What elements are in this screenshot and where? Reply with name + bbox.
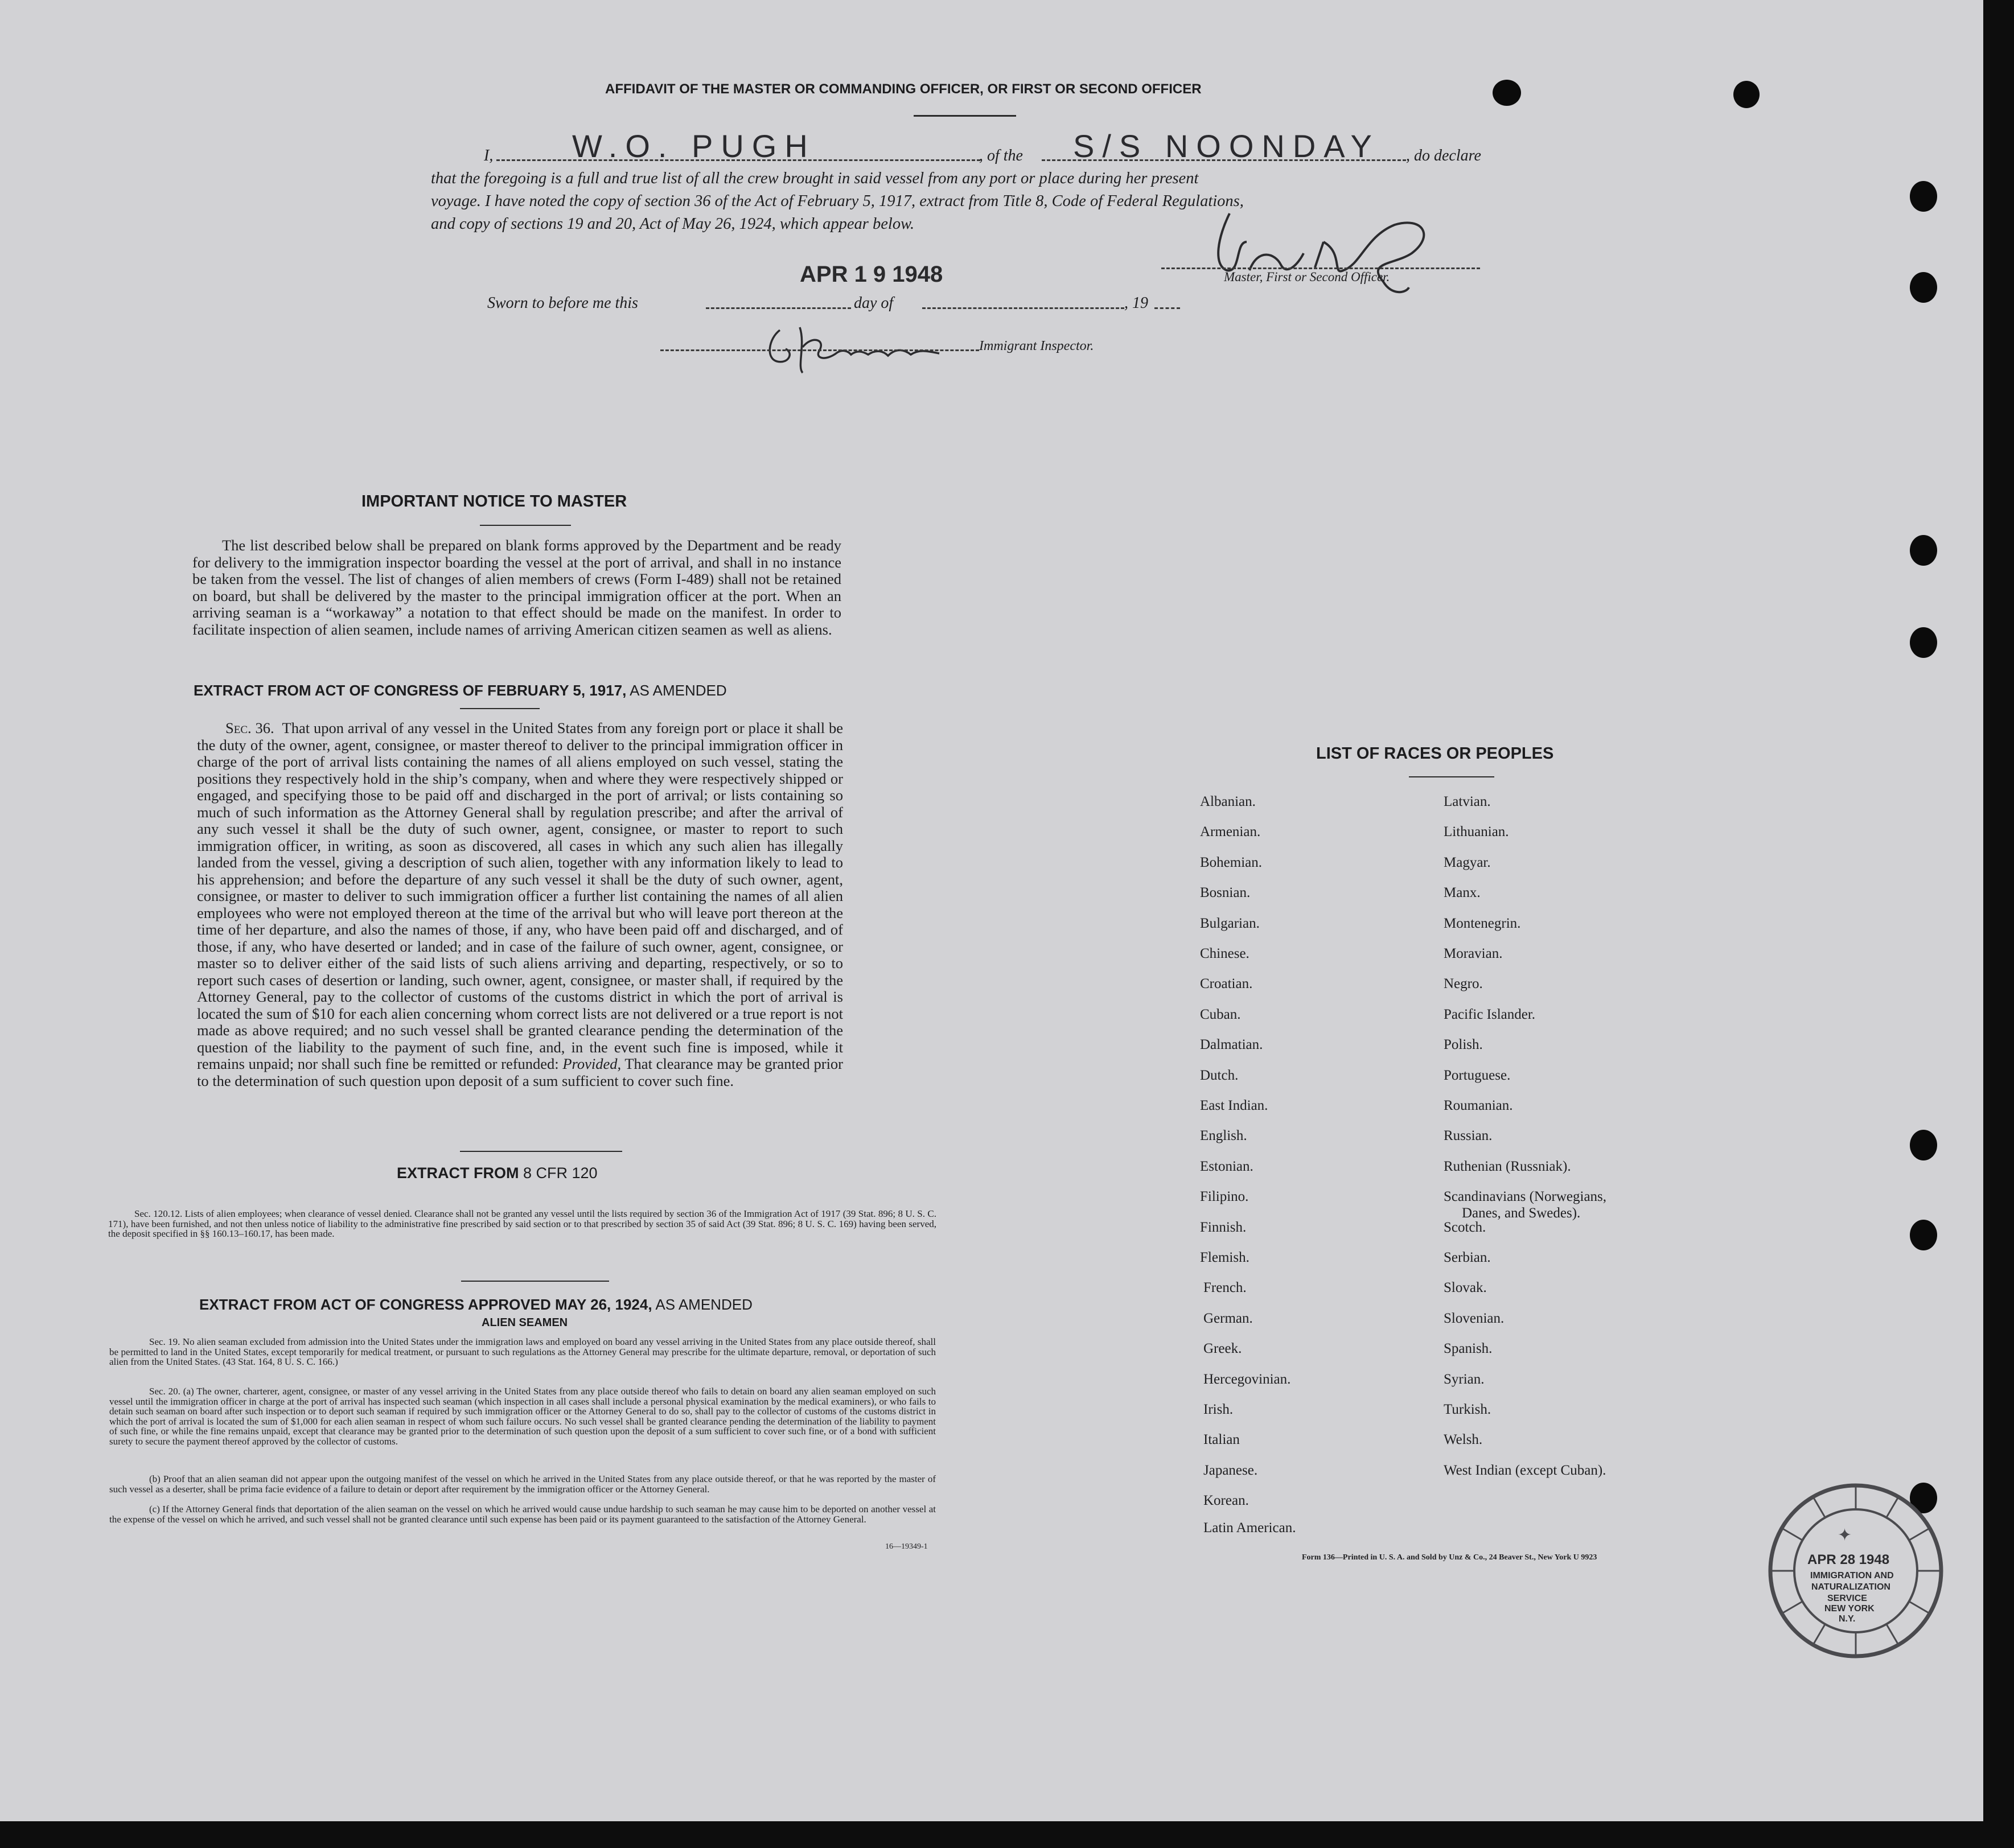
race-left-item: Filipino. [1200, 1189, 1249, 1205]
race-left-item: Irish. [1203, 1402, 1234, 1417]
provided-label: Provided, [562, 1055, 622, 1072]
race-left-item: Italian [1203, 1432, 1240, 1448]
race-left-item: Bosnian. [1200, 885, 1251, 901]
race-right-item: Pacific Islander. [1444, 1006, 1536, 1022]
extract-1917-title-bold: EXTRACT FROM ACT OF CONGRESS OF FEBRUARY 5, 1917, [194, 682, 627, 699]
notice-title: IMPORTANT NOTICE TO MASTER [361, 492, 627, 511]
extract-1917-title [194, 682, 727, 699]
race-right-item: Scotch. [1444, 1219, 1486, 1235]
extract-cfr-title-bold: EXTRACT FROM [397, 1164, 519, 1182]
form-number: 16—19349-1 [885, 1542, 928, 1551]
punch-hole-4 [1910, 272, 1937, 303]
race-right-item: Roumanian. [1444, 1098, 1513, 1113]
punch-hole-5 [1910, 535, 1937, 566]
punch-hole-8 [1910, 1220, 1937, 1250]
alien-seamen-subtitle: ALIEN SEAMEN [482, 1316, 568, 1329]
race-right-item: Manx. [1444, 885, 1481, 901]
race-right-item: Russian. [1444, 1128, 1493, 1144]
race-left-item: Estonian. [1200, 1158, 1253, 1174]
notice-title-rule [480, 525, 571, 526]
do-declare-label: , do declare [1406, 147, 1481, 164]
race-left-item: Bohemian. [1200, 854, 1263, 870]
stamp-line-1: IMMIGRATION AND [1810, 1571, 1894, 1581]
races-title-rule [1409, 776, 1494, 777]
notice-text: The list described below shall be prepared on blank forms approved by the Department and be ready for delivery to the immigration inspector boarding the vessel at the port of arrival, and shall in no instance be taken from the vessel. The list of changes of alien members of crews (Form I-489) shall not be retained on board, but shall be delivered by the master to the principal immigration officer at the port. When an arriving seaman is a “workaway” a notation to that effect should be made on the manifest. In order to facilitate inspection of alien seamen, include names of arriving American citizen seamen as well as aliens. [192, 537, 841, 638]
race-left-item: Finnish. [1200, 1219, 1247, 1235]
race-left-item: Japanese. [1203, 1462, 1258, 1478]
race-left-item: French. [1203, 1280, 1247, 1296]
race-right-item: Welsh. [1444, 1432, 1483, 1448]
affidavit-line-2: that the foregoing is a full and true list of all the crew brought in said vessel from any port or place during her present [431, 170, 1199, 187]
race-right-item: Spanish. [1444, 1341, 1493, 1357]
race-left-item: Greek. [1203, 1341, 1242, 1357]
inspector-line [660, 349, 979, 351]
affidavit-line-4: and copy of sections 19 and 20, Act of May 26, 1924, which appear below. [431, 215, 915, 233]
race-left-item: Armenian. [1200, 824, 1261, 840]
stamp-line-2: NATURALIZATION [1811, 1582, 1890, 1592]
extract-1917-title-rest: AS AMENDED [626, 682, 727, 699]
race-right-item: Magyar. [1444, 854, 1491, 870]
race-left-item: Cuban. [1200, 1006, 1241, 1022]
race-left-item: Flemish. [1200, 1250, 1249, 1265]
of-the-label: , of the [979, 147, 1023, 164]
race-left-item: German. [1203, 1310, 1253, 1326]
stamp-line-3: SERVICE [1827, 1594, 1867, 1603]
race-left-item: Hercegovinian. [1203, 1371, 1291, 1387]
section-20a-text: Sec. 20. (a) The owner, charterer, agent, consignee, or master of any vessel arriving in the United States from any place outside thereof who fails to detain on board any alien seaman employed on such vessel until the immigration officer in charge at the port of arrival has inspected such seaman (which inspection in all cases shall include a personal physical examination by the medical examiners), or who fails to detain such seaman on board after such inspection or to deport such seaman if required by such immigration officer or the Attorney General to do so, shall pay to the collector of customs of the customs district in which the port of arrival is located the sum of $1,000 for each alien seaman in respect of whom such failure occurs. No such vessel shall be granted clearance pending the determination of the liability to payment of such fine, or while the fine remains unpaid, except that clearance may be granted prior to the determination of such question upon the deposit of a sum sufficient to cover such fine, or of a bond with sufficient surety to secure the payment thereof approved by the collector of customs. [109, 1386, 936, 1447]
race-right-item: Latvian. [1444, 794, 1491, 809]
vessel-name-handwritten: S/S NOONDAY [1073, 128, 1380, 164]
sworn-month-line [922, 307, 1124, 309]
race-right-item: Polish. [1444, 1037, 1483, 1053]
extract-cfr-text: Sec. 120.12. Lists of alien employees; when clearance of vessel denied. Clearance shall not be granted any vessel until the lists required by section 36 of the Immigration Act of 1917 (39 Stat. 896; 8 U. S. C. 171), have been furnished, and not then unless notice of liability to the administrative fine prescribed by said section or to that prescribed by section 35 of said Act (39 Stat. 896; 8 U. S. C. 169) having been served, the deposit specified in §§ 160.13–160.17, has been made. [108, 1208, 936, 1239]
race-left-item: Latin American. [1203, 1520, 1296, 1536]
race-right-item: Portuguese. [1444, 1067, 1511, 1083]
race-right-item: Montenegrin. [1444, 915, 1521, 931]
race-left-item: Croatian. [1200, 976, 1253, 992]
signature-line [1161, 267, 1480, 269]
race-right-item: Ruthenian (Russniak). [1444, 1158, 1571, 1174]
master-signature [1195, 202, 1469, 304]
races-title: LIST OF RACES OR PEOPLES [1316, 744, 1554, 763]
stamp-line-4: NEW YORK [1824, 1604, 1875, 1614]
extract-1924-title-bold: EXTRACT FROM ACT OF CONGRESS APPROVED MAY 26, 1924, [199, 1296, 652, 1313]
sworn-label: Sworn to before me this [487, 294, 638, 312]
cfr-top-rule [460, 1151, 622, 1152]
race-left-item: Korean. [1203, 1493, 1249, 1509]
punch-hole-3 [1910, 181, 1937, 212]
race-left-item: Dalmatian. [1200, 1037, 1263, 1053]
section-19-text: Sec. 19. No alien seaman excluded from admission into the United States under the immigration laws and employed on board any vessel arriving in the United States from any place outside thereof, shall be permitted to land in the United States, except temporarily for medical treatment, or pursuant to such regulations as the Attorney General may prescribe for the ultimate departure, removal, or deportation of such alien from the United States. (43 Stat. 164, 8 U. S. C. 166.) [109, 1336, 936, 1367]
extract-1917-title-rule [460, 708, 540, 709]
race-right-item: West Indian (except Cuban). [1444, 1462, 1606, 1478]
affidavit-line-3: voyage. I have noted the copy of section 36 of the Act of February 5, 1917, extract from Title 8, Code of Federal Regulations, [431, 192, 1244, 210]
section-36-text: That upon arrival of any vessel in the United States from any foreign port or place it shall be the duty of the owner, agent, consignee, or master thereof to deliver to the principal immigration officer in charge of the port of arrival lists containing the names of all aliens employed on such vessel, stating the positions they respectively hold in the ship’s company, when and where they were respectively shipped or engaged, and specifying those to be paid off and discharged in the port of arrival; or lists containing so much of such information as the Attorney General shall by regulation prescribe; and after the arrival of any such vessel it shall be the duty of such owner, agent, consignee, or master to report to such immigration officer, in writing, as soon as discovered, all cases in which any such alien has illegally landed from the vessel, giving a description of such alien, together with any information likely to lead to his apprehension; and before the departure of any such vessel it shall be the duty of such owner, agent, consignee, or master to deliver to such immigration officer a further list containing the names of all alien employees who were not employed thereon at the time of the arrival but who will leave port thereon at the time of her departure, and also the names of those, if any, who have been paid off and discharged, and of those, if any, who have deserted or landed; and in case of the failure of such owner, agent, consignee, or master so to deliver either of the said lists of such aliens arriving and departing, respectively, or so to report such cases of desertion or landing, such owner, agent, consignee, or master shall, if required by the Attorney General, pay to the collector of customs of the customs district in which the port of arrival is located the sum of $10 for each alien concerning whom correct lists are not delivered or a true report is not made as above required; and no such vessel shall be granted clearance pending the determination of the question of the liability to the payment of such fine, and, in the event such fine is imposed, while it remains unpaid; nor shall such fine be remitted or refunded: [197, 719, 843, 1072]
stamp-eagle-icon: ✦ [1838, 1526, 1852, 1545]
affidavit-i-label: I, [484, 147, 494, 164]
race-left-item: Dutch. [1200, 1067, 1239, 1083]
punch-hole-6 [1910, 627, 1937, 658]
punch-hole-1 [1493, 80, 1521, 106]
race-left-item: Chinese. [1200, 946, 1249, 961]
race-left-item: English. [1200, 1128, 1247, 1144]
extract-1924-top-rule [461, 1281, 609, 1282]
race-right-item: Lithuanian. [1444, 824, 1509, 840]
extract-cfr-title-rest: 8 CFR 120 [519, 1164, 598, 1182]
section-36-label: Sec. 36. [225, 719, 274, 736]
stamp-date: APR 28 1948 [1807, 1552, 1890, 1567]
sworn-year-line [1154, 307, 1180, 309]
race-right-item: Slovak. [1444, 1280, 1487, 1296]
date-stamp: APR 1 9 1948 [800, 262, 943, 287]
sworn-day-line [706, 307, 851, 309]
race-right-item: Serbian. [1444, 1250, 1491, 1265]
race-right-item: Negro. [1444, 976, 1483, 992]
affidavit-title-rule [914, 115, 1016, 117]
inspector-caption: Immigrant Inspector. [979, 339, 1094, 353]
inspector-signature [757, 316, 962, 378]
section-20b-text: (b) Proof that an alien seaman did not appear upon the outgoing manifest of the vessel on which he arrived in the United States from any place outside thereof, or that he was reported by the master of such vessel as a deserter, shall be prima facie evidence of a failure to detain or deport after requirement by the immigration officer or the Attorney General. [109, 1474, 936, 1495]
race-left-item: Albanian. [1200, 794, 1256, 809]
race-right-item: Scandinavians (Norwegians, [1444, 1189, 1607, 1205]
extract-1924-title-rest: AS AMENDED [652, 1296, 753, 1313]
extract-1917-text [197, 720, 843, 1089]
race-left-item: Bulgarian. [1200, 915, 1260, 931]
affidavit-title: AFFIDAVIT OF THE MASTER OR COMMANDING OFFICER, OR FIRST OR SECOND OFFICER [605, 81, 1202, 97]
year-label: , 19 [1124, 294, 1148, 312]
punch-hole-2 [1733, 81, 1760, 108]
printer-footer: Form 136—Printed in U. S. A. and Sold by Unz & Co., 24 Beaver St., New York U 9923 [1302, 1553, 1597, 1562]
stamp-line-5: N.Y. [1839, 1614, 1856, 1624]
section-20c-text: (c) If the Attorney General finds that deportation of the alien seaman on the vessel on which he arrived would cause undue hardship to such seaman he may cause him to be deported on another vessel at the expense of the vessel on which he arrived, and such vessel shall not be granted clearance until such expense has been paid or its payment guaranteed to the satisfaction of the Attorney General. [109, 1504, 936, 1525]
section-36-end: That clearance may be granted prior to the determination of such question upon deposit of a sum sufficient to cover such fine. [197, 1055, 844, 1089]
race-left-item: East Indian. [1200, 1098, 1268, 1113]
extract-1924-title [199, 1296, 753, 1314]
race-right-item: Turkish. [1444, 1402, 1491, 1417]
race-right-item: Syrian. [1444, 1371, 1485, 1387]
extract-cfr-title [397, 1164, 598, 1182]
signature-caption: Master, First or Second Officer. [1224, 270, 1390, 284]
race-right-item: Moravian. [1444, 946, 1503, 961]
race-right-item: Danes, and Swedes). [1462, 1205, 1581, 1221]
punch-hole-7 [1910, 1130, 1937, 1160]
race-right-item: Slovenian. [1444, 1310, 1505, 1326]
master-name-handwritten: W.O. PUGH [572, 128, 816, 164]
day-of-label: day of [854, 294, 894, 312]
